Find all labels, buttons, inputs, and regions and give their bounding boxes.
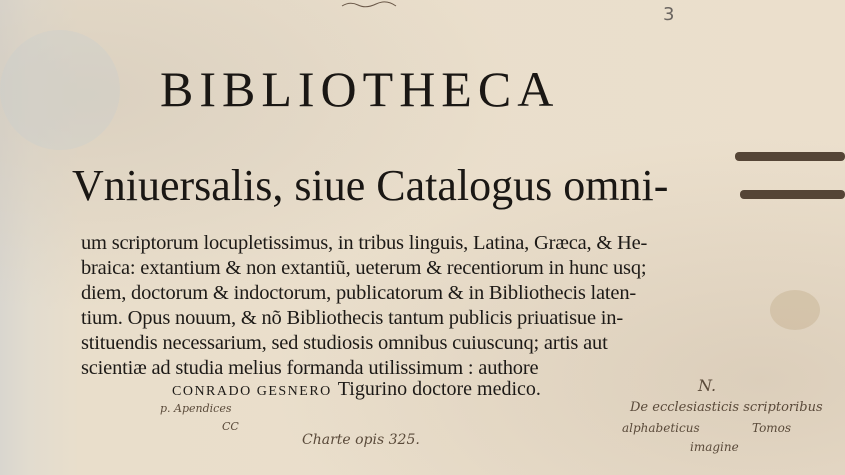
ink-scribble <box>340 0 400 8</box>
ink-strikethrough <box>740 190 845 199</box>
handwritten-note: De ecclesiasticis scriptoribus <box>630 400 823 415</box>
paper-stain <box>770 290 820 330</box>
handwritten-note: imagine <box>690 440 739 454</box>
author-line <box>172 378 541 401</box>
body-line: braica: extantium & non extantiũ, ueterum & recentiorum in hunc usq; <box>81 257 647 279</box>
paper-stain <box>0 30 120 150</box>
body-line: stituendis necessarium, sed studiosis omnibus cuiuscunq; artis aut <box>81 332 608 354</box>
page-number: 3 <box>663 4 675 25</box>
subtitle: Vniuersalis, siue Catalogus omni- <box>72 161 669 210</box>
body-line: scientiæ ad studia melius formanda utilissimum : authore <box>81 357 539 379</box>
ink-strikethrough <box>735 152 845 161</box>
body-line: tium. Opus nouum, & nõ Bibliothecis tantum publicis priuatisue in- <box>81 307 623 329</box>
body-line: diem, doctorum & indoctorum, publicatorum & in Bibliothecis laten- <box>81 282 637 304</box>
handwritten-note: alphabeticus <box>622 421 700 435</box>
author-title: Tigurino doctore medico. <box>337 378 541 400</box>
handwritten-note: Charte opis 325. <box>302 432 420 448</box>
handwritten-note: p. Apendices <box>160 402 232 415</box>
page-title: BIBLIOTHECA <box>160 61 560 117</box>
handwritten-note: Tomos <box>752 421 792 435</box>
body-line: um scriptorum locupletissimus, in tribus linguis, Latina, Græca, & He- <box>81 232 648 254</box>
handwritten-note: CC <box>222 420 239 433</box>
author-name: CONRADO GESNERO <box>172 384 332 399</box>
handwritten-mark: N. <box>698 376 717 395</box>
